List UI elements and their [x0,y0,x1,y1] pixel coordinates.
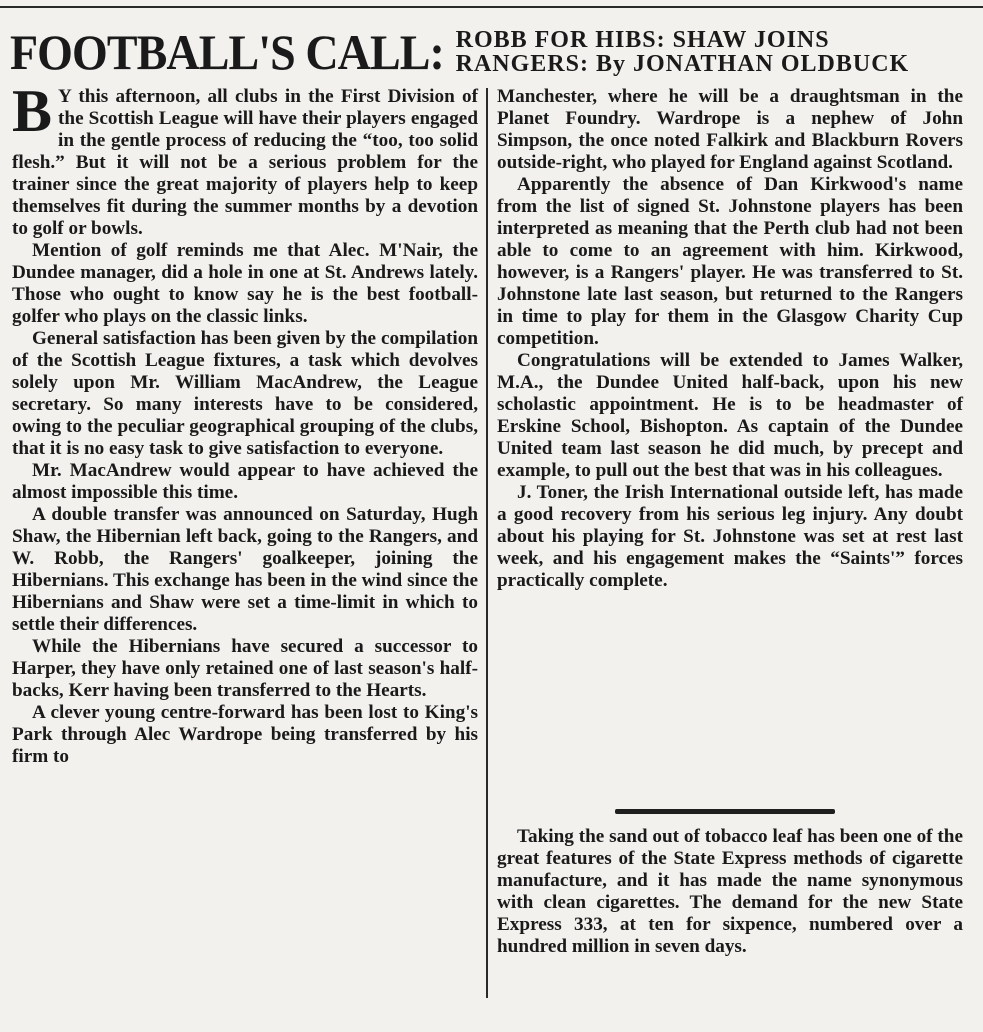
headline [10,18,970,80]
left-paragraph-2: Mention of golf reminds me that Alec. M'Nair, the Dundee manager, did a hole in one at St. Andrews lately. Those who ought to know say he is the best football-golfer who plays on the classic links. [12,240,478,327]
left-paragraph-1 [12,78,478,240]
left-paragraph-3: General satisfaction has been given by the compilation of the Scottish League fixtures, a task which devolves solely upon Mr. William MacAndrew, the League secretary. So many interests have to be considered, owing to the peculiar geographical grouping of the clubs, that it is no easy task to give satisfaction to everyone. [12,328,478,459]
headline-main: FOOTBALL'S CALL: [10,24,444,80]
right-paragraph-4: J. Toner, the Irish International outside left, has made a good recovery from his serious leg injury. Any doubt about his playing for St. Johnstone was set at rest last week, and his engagement makes the “Saints'” forces practically complete. [497,482,963,591]
column-rule [486,88,488,998]
advertisement [497,826,963,958]
headline-subtitle-line-2: RANGERS: By JONATHAN OLDBUCK [455,51,910,77]
right-paragraph-1: Manchester, where he will be a draughtsman in the Planet Foundry. Wardrope is a nephew of John Simpson, the once noted Falkirk and Blackburn Rovers outside-right, who played for England against Scotland. [497,86,963,173]
right-paragraph-2: Apparently the absence of Dan Kirkwood's name from the list of signed St. Johnstone players has been interpreted as meaning that the Perth club had not been able to come to an agreement with him. Kirkwood, however, is a Rangers' player. He was transferred to St. Johnstone late last season, but returned to the Rangers in time to play for them in the Glasgow Charity Cup competition. [497,174,963,349]
drop-cap: B [12,78,53,144]
left-paragraph-1-text: Y this afternoon, all clubs in the First Division of the Scottish League will have their players engaged in the gentle process of reducing the “too, too solid flesh.” But it will not be a serious problem for the trainer since the great majority of players help to keep themselves fit during the summer months by a devotion to golf or bowls. [12,86,478,239]
top-rule [0,6,983,8]
right-column [497,86,963,592]
left-paragraph-5: A double transfer was announced on Saturday, Hugh Shaw, the Hibernian left back, going to the Rangers, and W. Robb, the Rangers' goalkeeper, joining the Hibernians. This exchange has been in the wind since the Hibernians and Shaw were set a time-limit in which to settle their differences. [12,504,478,635]
headline-subtitle [456,28,910,80]
left-paragraph-6: While the Hibernians have secured a successor to Harper, they have only retained one of last season's half-backs, Kerr having been transferred to the Hearts. [12,636,478,701]
right-paragraph-3: Congratulations will be extended to James Walker, M.A., the Dundee United half-back, upon his new scholastic appointment. He is to be headmaster of Erskine School, Bishopton. As captain of the Dundee United team last season he did much, by precept and example, to pull out the best that was in his colleagues. [497,350,963,481]
left-paragraph-7: A clever young centre-forward has been lost to King's Park through Alec Wardrope being transferred by his firm to [12,702,478,767]
headline-subtitle-line-1: ROBB FOR HIBS: SHAW JOINS [455,27,830,53]
advertisement-text: Taking the sand out of tobacco leaf has been one of the great features of the State Express methods of cigarette manufacture, and it has made the name synonymous with clean cigarettes. The demand for the new State Express 333, at ten for sixpence, numbered over a hundred million in seven days. [497,826,963,957]
left-paragraph-4: Mr. MacAndrew would appear to have achieved the almost impossible this time. [12,460,478,503]
left-column [12,78,478,768]
section-divider [615,809,835,814]
